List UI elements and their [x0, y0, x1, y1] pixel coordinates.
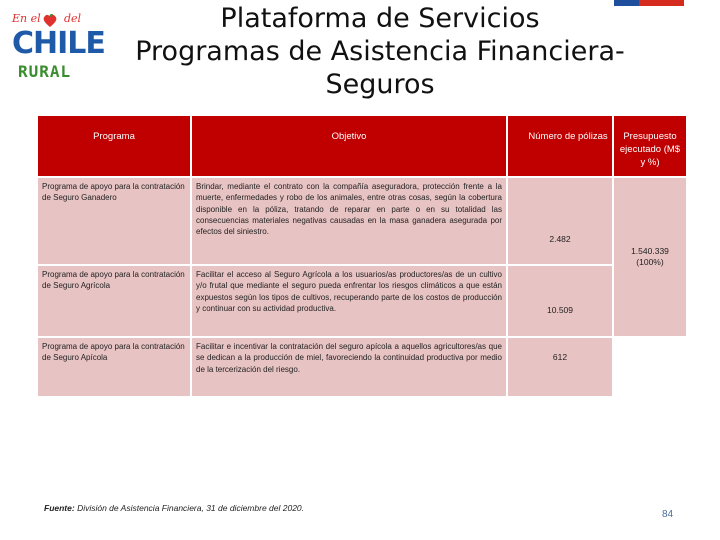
- source-text: División de Asistencia Financiera, 31 de diciembre del 2020.: [74, 503, 305, 513]
- title-line-1: Plataforma de Servicios: [220, 3, 540, 34]
- cell-polizas: 612: [508, 338, 612, 396]
- title-line-3: Seguros: [325, 69, 435, 100]
- source-label: Fuente:: [44, 503, 75, 513]
- source-note: [44, 503, 304, 513]
- logo-en-el: En el: [12, 12, 41, 25]
- cell-programa: Programa de apoyo para la contratación de Seguro Agrícola: [38, 266, 190, 336]
- cell-programa: Programa de apoyo para la contratación de Seguro Ganadero: [38, 178, 190, 264]
- page-title: [130, 2, 630, 101]
- cell-programa: Programa de apoyo para la contratación de Seguro Apícola: [38, 338, 190, 396]
- header-programa: Programa: [38, 116, 190, 176]
- header-polizas: Número de pólizas: [508, 116, 612, 176]
- insurance-programs-table: [36, 114, 688, 398]
- chile-rural-logo: [6, 6, 105, 86]
- cell-presupuesto: [614, 178, 686, 336]
- header-presupuesto: Presupuesto ejecutado (M$ y %): [614, 116, 686, 176]
- page-number: 84: [662, 509, 674, 520]
- cell-objetivo: Facilitar e incentivar la contratación del seguro apícola a aquellos agricultores/as que se dedican a la producción de miel, favoreciendo la continuidad productiva por medio de la tercerización del riesgo.: [192, 338, 506, 396]
- cell-objetivo: Facilitar el acceso al Seguro Agrícola a los usuarios/as productores/as de un cultivo y/o frutal que mediante el seguro pueda enfrentar los riesgos climáticos a que están expuestos según los tipos de cultivos, recuperando parte de los costos de producción y continuar con su actividad productiva.: [192, 266, 506, 336]
- cell-polizas: 2.482: [508, 178, 612, 264]
- cell-polizas: 10.509: [508, 266, 612, 336]
- logo-del: del: [64, 12, 82, 25]
- logo-rural: RURAL: [18, 62, 72, 81]
- table-row: [38, 338, 686, 396]
- table-row: [38, 266, 686, 336]
- logo-chile: CHILE: [12, 26, 105, 61]
- cell-empty: [614, 338, 686, 396]
- flag-red: [639, 0, 684, 6]
- title-line-2: Programas de Asistencia Financiera-: [135, 36, 625, 67]
- cell-objetivo: Brindar, mediante el contrato con la compañía aseguradora, protección frente a la muerte, enfermedades y robo de los animales, entre otras cosas, según la cobertura disponible en la póliza, tratando de reparar en parte o en su totalidad las consecuencias materiales negativas causadas en la masa ganadera asegurada por efectos del siniestro.: [192, 178, 506, 264]
- presupuesto-pct: (100%): [636, 257, 664, 267]
- presupuesto-total: 1.540.339: [631, 245, 669, 256]
- table-header-row: [38, 116, 686, 176]
- table-row: [38, 178, 686, 264]
- header-objetivo: Objetivo: [192, 116, 506, 176]
